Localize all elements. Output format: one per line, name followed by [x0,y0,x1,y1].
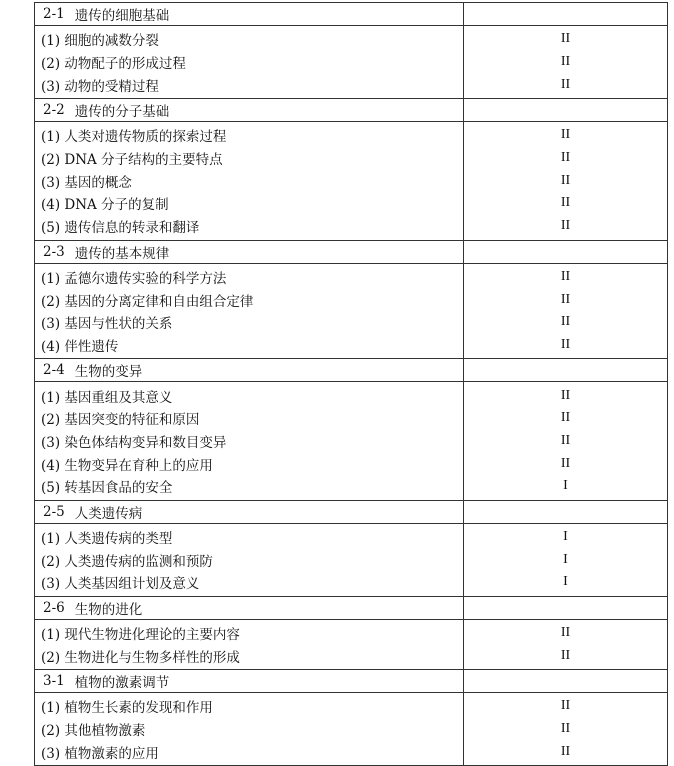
section-header [35,99,667,122]
item-label: (2) 基因的分离定律和自由组合定律 [41,293,254,310]
item-label: (4) 生物变异在育种上的应用 [41,457,213,474]
section-header [35,241,667,264]
section-title: 生物的变异 [74,364,143,381]
item-level: I [563,574,568,590]
item-label: (1) 基因重组及其意义 [41,389,173,406]
item-level: II [560,410,571,426]
section-number: 2-6 [43,599,65,616]
section-header [35,3,667,26]
section-header [35,670,667,693]
syllabus-table [34,2,668,766]
section-title: 植物的激素调节 [74,675,170,692]
item-levels-column [464,26,667,98]
item-labels-column [35,122,464,239]
item-level: II [560,387,571,403]
section-title-cell [35,241,464,263]
section-2-1 [35,3,667,98]
item-label: (2) DNA 分子结构的主要特点 [41,152,223,169]
item-level: II [560,195,571,211]
section-number: 2-4 [43,362,65,379]
item-labels-column [35,524,464,596]
section-level-cell [464,359,667,381]
item-label: (3) 基因与性状的关系 [41,316,173,333]
item-labels-column [35,26,464,98]
item-label: (2) 人类遗传病的监测和预防 [41,553,213,570]
item-label: (4) DNA 分子的复制 [41,197,169,214]
section-items [35,620,667,669]
section-2-3 [35,240,667,359]
item-levels-column [464,524,667,596]
section-items [35,122,667,239]
section-items [35,264,667,359]
item-level: II [560,314,571,330]
item-label: (1) 植物生长素的发现和作用 [41,700,213,717]
section-title-cell [35,359,464,381]
item-label: (2) 动物配子的形成过程 [41,56,186,73]
section-level-cell [464,3,667,25]
section-items [35,524,667,596]
item-levels-column [464,382,667,499]
section-2-2 [35,98,667,239]
item-label: (5) 转基因食品的安全 [41,480,173,497]
item-level: II [560,721,571,737]
item-label: (3) 基因的概念 [41,174,132,191]
item-levels-column [464,693,667,765]
section-title: 生物的进化 [74,601,143,618]
section-title-cell [35,670,464,692]
item-level: II [560,647,571,663]
item-level: II [560,336,571,352]
item-labels-column [35,693,464,765]
table-body [34,2,668,766]
item-label: (3) 植物激素的应用 [41,745,159,762]
section-level-cell [464,501,667,523]
section-level-cell [464,99,667,121]
item-level: I [563,551,568,567]
item-label: (2) 生物进化与生物多样性的形成 [41,649,240,666]
section-title: 遗传的分子基础 [74,104,170,121]
item-level: II [560,291,571,307]
section-header [35,597,667,620]
section-title: 遗传的细胞基础 [74,8,170,24]
item-label: (2) 其他植物激素 [41,723,146,740]
item-labels-column [35,264,464,359]
section-number: 3-1 [43,673,65,690]
item-label: (3) 动物的受精过程 [41,78,159,95]
item-level: II [560,127,571,143]
section-number: 2-5 [43,503,65,520]
section-items [35,693,667,765]
item-labels-column [35,620,464,669]
item-label: (5) 遗传信息的转录和翻译 [41,220,200,237]
item-label: (1) 现代生物进化理论的主要内容 [41,627,240,644]
item-level: II [560,31,571,47]
section-items [35,382,667,499]
item-level: II [560,432,571,448]
item-label: (1) 人类对遗传物质的探索过程 [41,129,227,146]
section-title-cell [35,501,464,523]
item-label: (3) 染色体结构变异和数目变异 [41,434,227,451]
section-title: 人类遗传病 [74,505,143,522]
item-label: (1) 人类遗传病的类型 [41,531,173,548]
item-label: (1) 细胞的减数分裂 [41,33,159,50]
section-level-cell [464,670,667,692]
section-2-6 [35,596,667,669]
item-level: II [560,218,571,234]
section-number: 2-2 [43,102,65,119]
section-2-4 [35,358,667,499]
item-label: (4) 伴性遗传 [41,338,119,355]
item-level: II [560,455,571,471]
item-level: II [560,54,571,70]
item-level: II [560,625,571,641]
section-level-cell [464,241,667,263]
item-levels-column [464,620,667,669]
section-items [35,26,667,98]
item-label: (3) 人类基因组计划及意义 [41,576,200,593]
section-number: 2-1 [43,6,65,22]
section-title: 遗传的基本规律 [74,245,170,262]
item-level: II [560,172,571,188]
section-2-5 [35,500,667,596]
item-level: II [560,76,571,92]
item-level: II [560,150,571,166]
item-level: I [563,478,568,494]
item-label: (2) 基因突变的特征和原因 [41,412,200,429]
item-labels-column [35,382,464,499]
section-title-cell [35,99,464,121]
section-3-1 [35,669,667,765]
section-level-cell [464,597,667,619]
item-level: II [560,698,571,714]
section-number: 2-3 [43,243,65,260]
item-label: (1) 孟德尔遗传实验的科学方法 [41,270,227,287]
section-title-cell [35,597,464,619]
item-levels-column [464,122,667,239]
section-header [35,501,667,524]
item-level: II [560,268,571,284]
item-levels-column [464,264,667,359]
item-level: II [560,743,571,759]
section-header [35,359,667,382]
item-level: I [563,529,568,545]
section-title-cell [35,3,464,25]
